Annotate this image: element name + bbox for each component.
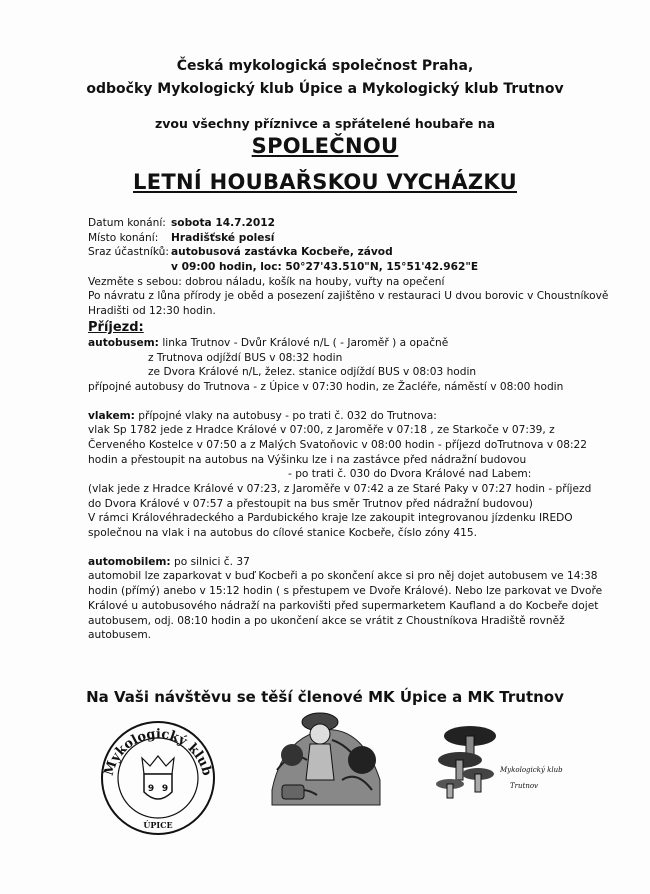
- car-intro: po silnici č. 37: [174, 555, 250, 568]
- train-line-3: hodin a přestoupit na autobus na Výšinku lze i na zastávce před nádražní budovou: [88, 453, 527, 466]
- logo-left-bottom-text: ÚPICE: [143, 820, 173, 830]
- org-line-1: Česká mykologická společnost Praha,: [176, 58, 474, 74]
- after-line-1: Po návratu z lůna přírody je oběd a posezení zajištěno v restauraci U dvou borovic v Choustníkově: [88, 290, 609, 303]
- event-title-2: LETNÍ HOUBAŘSKOU VYCHÁZKU: [133, 170, 517, 194]
- bus-time-1: z Trutnova odjíždí BUS v 08:32 hodin: [148, 351, 343, 364]
- train-line-6: do Dvora Králové v 07:57 a přestoupit na bus směr Trutnov před nádražní budovou): [88, 497, 533, 510]
- train-label: vlakem:: [88, 409, 135, 422]
- meet-row: [88, 245, 608, 260]
- bus-label: autobusem:: [88, 336, 159, 349]
- meet-time: v 09:00 hodin, loc: 50°27'43.510"N, 15°51'42.962"E: [171, 261, 479, 274]
- mk-upice-logo: [98, 718, 218, 838]
- place-value: Hradišťské polesí: [171, 231, 275, 244]
- mushroom-picker-illustration: [262, 700, 392, 810]
- invite-line: zvou všechny příznivce a spřátelené houbaře na: [154, 116, 496, 131]
- meet-value: autobusová zastávka Kocbeře, závod: [171, 246, 393, 259]
- svg-text:9: 9: [161, 784, 169, 794]
- mk-trutnov-logo: [430, 722, 563, 806]
- bus-row: [88, 336, 608, 351]
- place-label: Místo konání:: [88, 231, 159, 244]
- svg-text:9: 9: [147, 784, 155, 794]
- bus-connect: přípojné autobusy do Trutnova - z Úpice v 07:30 hodin, ze Žacléře, náměstí v 08:00 hodin: [88, 380, 564, 393]
- train-line-8: společnou na vlak i na autobus do cílové stanice Kocbeře, číslo zóny 415.: [88, 527, 477, 540]
- event-details: [88, 216, 608, 643]
- bus-line: linka Trutnov - Dvůr Králové n/L ( - Jaroměř ) a opačně: [162, 336, 449, 349]
- after-line-2: Hradišti od 12:30 hodin.: [88, 305, 216, 318]
- car-line-2: hodin (přímý) anebo v 15:12 hodin ( s přestupem ve Dvoře Králové). Nebo lze parkovat ve Dvoře: [88, 585, 603, 598]
- car-row: [88, 555, 608, 570]
- meet-label: Sraz účastníků:: [88, 246, 169, 259]
- bus-time-2: ze Dvora Králové n/L, želez. stanice odjíždí BUS v 08:03 hodin: [148, 366, 477, 379]
- car-line-3: Králové u autobusového nádraží na parkovišti před supermarketem Kaufland a do Kocbeře dojet: [88, 599, 599, 612]
- footer-greeting: Na Vaši návštěvu se těší členové MK Úpice a MK Trutnov: [86, 688, 564, 706]
- date-row: [88, 216, 608, 231]
- event-title-1: SPOLEČNOU: [251, 134, 399, 158]
- date-label: Datum konání:: [88, 217, 166, 229]
- train-line-7: V rámci Královéhradeckého a Pardubického kraje lze zakoupit integrovanou jízdenku IREDO: [88, 512, 573, 525]
- car-label: automobilem:: [88, 555, 171, 568]
- bring-line: Vezměte s sebou: dobrou náladu, košík na houby, vuřty na opečení: [88, 275, 445, 288]
- date-value: sobota 14.7.2012: [171, 217, 275, 229]
- train-line-1: vlak Sp 1782 jede z Hradce Králové v 07:00, z Jaroměře v 07:18 , ze Starkoče v 07:39, z: [88, 424, 555, 437]
- logo-right-line-2: Trutnov: [510, 782, 539, 790]
- car-line-4: autobusem, odj. 08:10 hodin a po ukončení akce se vrátit z Choustníkova Hradiště rovněž: [88, 614, 565, 627]
- car-line-1: automobil lze zaparkovat v buď Kocbeři a po skončení akce si pro něj dojet autobusem ve 14:38: [88, 570, 598, 583]
- train-intro: přípojné vlaky na autobusy - po trati č. 032 do Trutnova:: [138, 409, 437, 422]
- car-line-5: autobusem.: [88, 629, 152, 642]
- arrival-heading: Příjezd:: [88, 319, 144, 335]
- org-line-2: odbočky Mykologický klub Úpice a Mykologický klub Trutnov: [86, 81, 564, 97]
- train-row: [88, 409, 608, 424]
- logo-right-line-1: Mykologický klub: [500, 766, 563, 774]
- logo-left-ring-text: Mykologický klub: [101, 726, 215, 778]
- train-line-5: (vlak jede z Hradce Králové v 07:23, z Jaroměře v 07:42 a ze Staré Paky v 07:27 hodin - příjezd: [88, 483, 592, 495]
- train-line-2: Červeného Kostelce v 07:50 a z Malých Svatoňovic v 08:00 hodin - příjezd doTrutnova v 08:22: [88, 438, 588, 451]
- place-row: [88, 231, 608, 246]
- train-line-4: - po trati č. 030 do Dvora Králové nad Labem:: [288, 468, 532, 481]
